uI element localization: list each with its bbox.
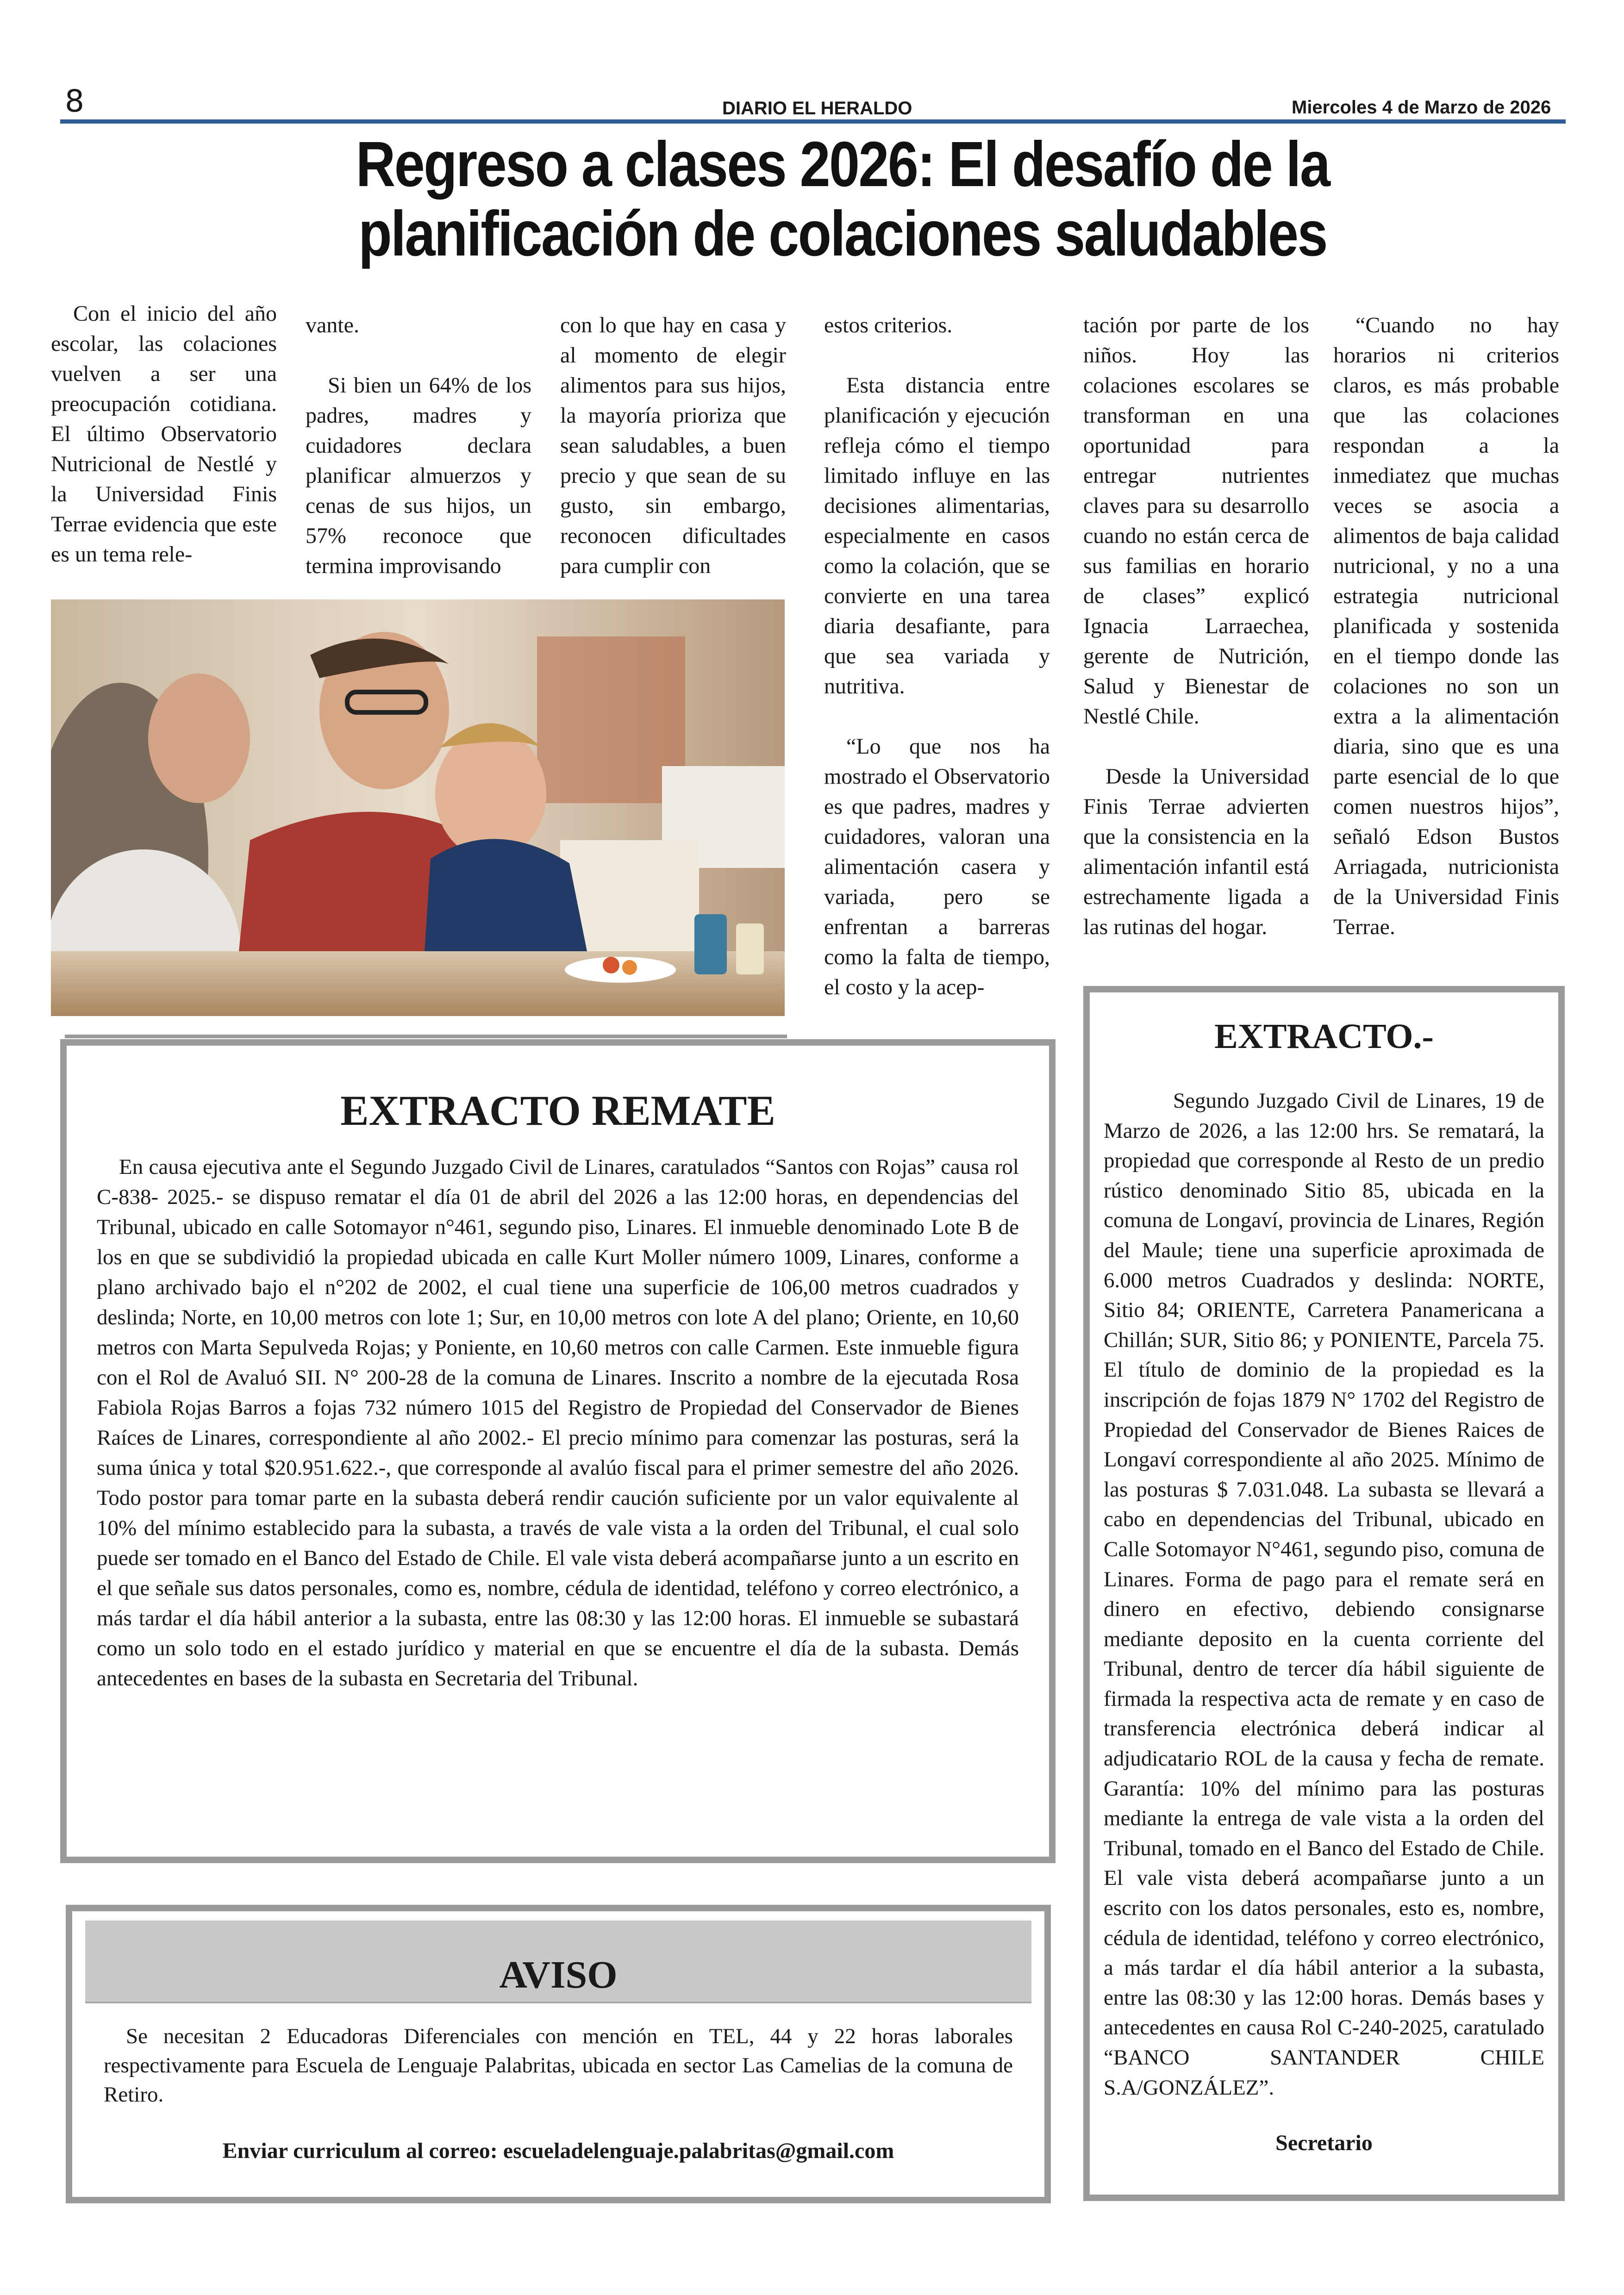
article-paragraph: “Lo que nos ha mostrado el Observatorio es que padres, madres y cuidadores, valoran una alimentación casera y variada, pero se enfrentan a barreras como la falta de tiempo, el costo y la acep- bbox=[824, 734, 1050, 999]
article-column-4 bbox=[824, 310, 1050, 1002]
article-column-1 bbox=[51, 299, 277, 569]
header-rule bbox=[60, 119, 1566, 124]
extracto-body: Segundo Juzgado Civil de Linares, 19 de Marzo de 2026, a las 12:00 hrs. Se rematará, la propiedad que corresponde al Resto de un predio rústico denominado Sitio 85, ubicada en la comuna de Longaví, provincia de Linares, Región del Maule; tiene una superficie aproximada de 6.000 metros Cuadrados y deslinda: NORTE, Sitio 84; ORIENTE, Carretera Panamericana a Chillán; SUR, Sitio 86; y PONIENTE, Parcela 75. El título de dominio de la propiedad es la inscripción de fojas 1879 N° 1702 del Registro de Propiedad del Conservador de Bienes Raices de Longaví correspondiente al año 2025. Mínimo de las posturas $ 7.031.048. La subasta se llevará a cabo en dependencias del Tribunal, ubicado en Calle Sotomayor N°461, segundo piso, comuna de Linares. Forma de pago para el remate será en dinero en efectivo, debiendo consignarse mediante deposito en la cuenta corriente del Tribunal, dentro de tercer día hábil siguiente de firmada la respectiva acta de remate y en caso de transferencia electrónica deberá indicar al adjudicatario ROL de la causa y fecha de remate. Garantía: 10% del mínimo para las posturas mediante la entrega de vale vista a la orden del Tribunal, tomado en el Banco del Estado de Chile. El vale vista deberá acompañarse junto a un escrito con los datos personales, esto es, nombre, cédula de identidad, teléfono y correo electrónico, a más tardar el día hábil anterior a la subasta, entre las 08:30 y las 12:00 horas. Demás bases y antecedentes en causa Rol C-240-2025, caratulado “BANCO SANTANDER CHILE S.A/GONZÁLEZ”. bbox=[1104, 1089, 1544, 2100]
article-paragraph: “Cuando no hay horarios ni criterios claros, es más probable que las colaciones respondan a la inmediatez que muchas veces se asocia a alimentos de baja calidad nutricional, y no a una estrategia nutricional planificada y sostenida en el tiempo donde las colaciones no son un extra a la alimentación diaria, sino que es una parte esencial de lo que comen nuestros hijos”, señaló Edson Bustos Arriagada, nutricionista de la Universidad Finis Terrae. bbox=[1333, 313, 1559, 939]
headline-line-2: planificación de colaciones saludables bbox=[358, 198, 1327, 269]
aviso-body: Se necesitan 2 Educadoras Diferenciales con mención en TEL, 44 y 22 horas laborales respectivamente para Escuela de Lenguaje Palabritas, ubicada en sector Las Camelias de la comuna de Retiro. bbox=[104, 2024, 1013, 2107]
remate-notice-box bbox=[60, 1039, 1056, 1863]
article-paragraph: con lo que hay en casa y al momento de elegir alimentos para sus hijos, la mayoría prioriza que sean saludables, a buen precio y que sean de su gusto, sin embargo, reconocen dificultades para cumplir con bbox=[560, 313, 786, 578]
extracto-signature: Secretario bbox=[1275, 2131, 1373, 2156]
aviso-contact: Enviar curriculum al correo: escueladelenguaje.palabritas@gmail.com bbox=[222, 2139, 894, 2163]
article-photo bbox=[51, 599, 785, 1016]
article-paragraph: vante. bbox=[306, 313, 359, 337]
headline-line-1: Regreso a clases 2026: El desafío de la bbox=[356, 129, 1330, 200]
article-paragraph: tación por parte de los niños. Hoy las colaciones escolares se transforman en una oportunidad para entregar nutrientes claves para su desarrollo cuando no están cerca de sus familias en horario de clases” explicó Ignacia Larraechea, gerente de Nutrición, Salud y Bienestar de Nestlé Chile. bbox=[1083, 313, 1309, 729]
article-paragraph: Esta distancia entre planificación y ejecución refleja cómo el tiempo limitado influye en las decisiones alimentarias, especialmente en casos como la colación, que se convierte en una tarea diaria desafiante, para que sea variada y nutritiva. bbox=[824, 373, 1050, 698]
newspaper-name: DIARIO EL HERALDO bbox=[722, 98, 912, 118]
aviso-box bbox=[66, 1905, 1051, 2203]
aviso-title-band bbox=[85, 1921, 1031, 2003]
extracto-notice-box bbox=[1083, 986, 1565, 2201]
aviso-title: AVISO bbox=[499, 1953, 618, 1996]
headline bbox=[341, 130, 1344, 268]
page-number: 8 bbox=[65, 83, 84, 119]
extracto-title: EXTRACTO.- bbox=[1214, 1017, 1434, 1056]
article-paragraph: Desde la Universidad Finis Terrae advierten que la consistencia en la alimentación infantil está estrechamente ligada a las rutinas del hogar. bbox=[1083, 764, 1309, 939]
article-column-3 bbox=[560, 310, 786, 581]
issue-date: Miercoles 4 de Marzo de 2026 bbox=[1292, 97, 1551, 118]
article-paragraph: Con el inicio del año escolar, las colaciones vuelven a ser una preocupación cotidiana. El último Observatorio Nutricional de Nestlé y la Universidad Finis Terrae evidencia que este es un tema rele- bbox=[51, 301, 277, 567]
remate-body: En causa ejecutiva ante el Segundo Juzgado Civil de Linares, caratulados “Santos con Rojas” causa rol C-838- 2025.- se dispuso rematar el día 01 de abril del 2026 a las 12:00 horas, en dependencias del Tribunal, ubicado en calle Sotomayor n°461, segundo piso, Linares. El inmueble denominado Lote B de los en que se subdividió la propiedad ubicada en calle Kurt Moller número 1009, Linares, conforme a plano archivado bajo el n°202 de 2002, el cual tiene una superficie de 106,00 metros cuadrados y deslinda; Norte, en 10,00 metros con lote 1; Sur, en 10,00 metros con lote A del plano; Oriente, en 10,60 metros con Marta Sepulveda Rojas; y Poniente, en 10,60 metros con calle Carmen. Este inmueble figura con el Rol de Avaluó SII. N° 200-28 de la comuna de Linares. Inscrito a nombre de la ejecutada Rosa Fabiola Rojas Barros a fojas 732 número 1015 del Registro de Propiedad del Conservador de Bienes Raíces de Linares, correspondiente al año 2002.- El precio mínimo para comenzar las posturas, será la suma única y total $20.951.622.-, que corresponde al avalúo fiscal para el primer semestre del año 2026. Todo postor para tomar parte en la subasta deberá rendir caución suficiente por un valor equivalente al 10% del mínimo establecido para la subasta, a través de vale vista a la orden del Tribunal, el cual solo puede ser tomado en el Banco del Estado de Chile. El vale vista deberá acompañarse junto a un escrito en el que señale sus datos personales, como es, nombre, cédula de identidad, teléfono y correo electrónico, a más tardar el día hábil anterior a la subasta, entre las 08:30 y las 12:00 horas. El inmueble se subastará como un solo todo en el estado jurídico y material en que se encuentre el día de la subasta. Demás antecedentes en bases de la subasta en Secretaria del Tribunal. bbox=[97, 1155, 1019, 1690]
remate-title: EXTRACTO REMATE bbox=[340, 1087, 775, 1134]
article-column-5 bbox=[1083, 310, 1309, 942]
family-breakfast-photo bbox=[51, 599, 785, 1016]
article-column-6 bbox=[1333, 310, 1559, 942]
article-paragraph: estos criterios. bbox=[824, 313, 953, 337]
photo-underline bbox=[65, 1035, 787, 1038]
article-column-2 bbox=[306, 310, 531, 581]
article-paragraph: Si bien un 64% de los padres, madres y cuidadores declara planificar almuerzos y cenas de sus hijos, un 57% reconoce que termina improvisando bbox=[306, 373, 531, 578]
